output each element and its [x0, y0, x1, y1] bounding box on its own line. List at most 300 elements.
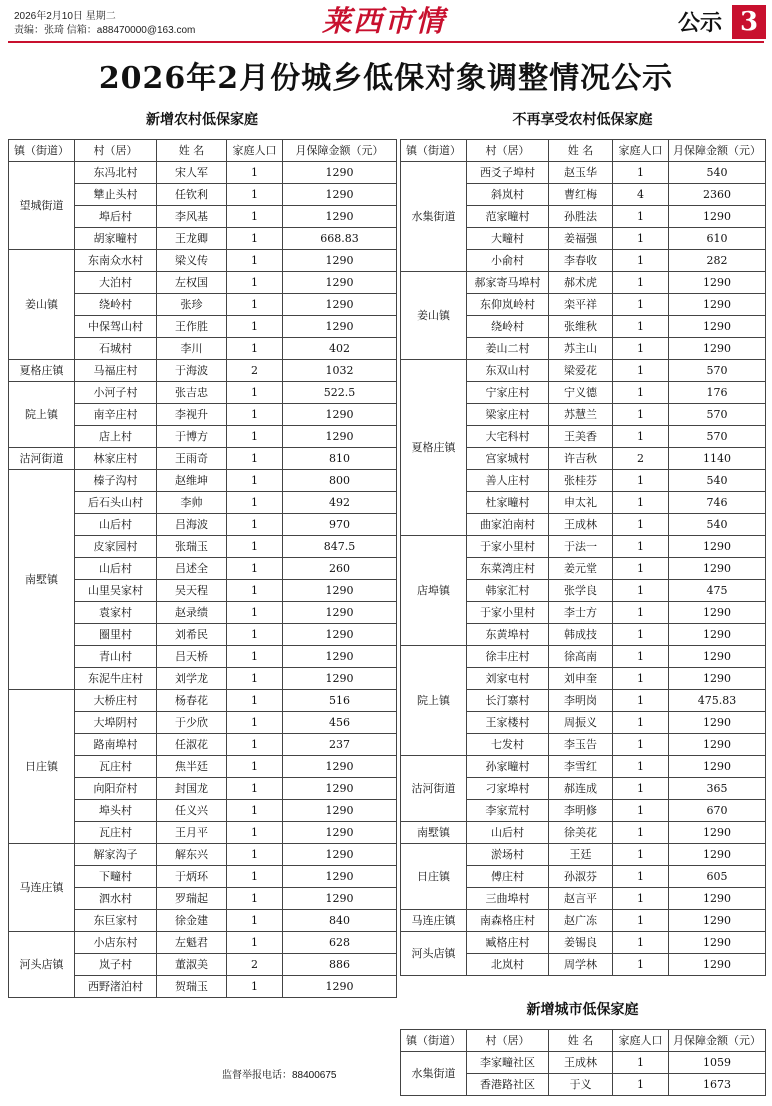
monthly-amount-cell: 540 [669, 162, 766, 184]
name-cell: 王廷 [549, 844, 613, 866]
name-cell: 姜福强 [549, 228, 613, 250]
village-cell: 南森格庄村 [467, 910, 549, 932]
village-cell: 东仰岚岭村 [467, 294, 549, 316]
monthly-amount-cell: 522.5 [283, 382, 397, 404]
household-size-cell: 1 [613, 756, 669, 778]
household-size-cell: 1 [227, 272, 283, 294]
table-header-row [401, 140, 766, 162]
household-size-cell: 1 [613, 954, 669, 976]
header-divider [8, 41, 764, 43]
town-header: 镇（街道） [9, 140, 75, 162]
name-cell: 徐美花 [549, 822, 613, 844]
household-size-cell: 1 [227, 228, 283, 250]
name-cell: 周学林 [549, 954, 613, 976]
name-cell: 封国龙 [157, 778, 227, 800]
household-size-cell: 1 [613, 932, 669, 954]
monthly-amount-cell: 1290 [669, 932, 766, 954]
name-cell: 张维秋 [549, 316, 613, 338]
table-row [9, 448, 397, 470]
monthly-amount-cell: 176 [669, 382, 766, 404]
name-cell: 于博方 [157, 426, 227, 448]
town-header: 镇（街道） [401, 140, 467, 162]
issue-date: 2026年2月10日 星期二 [14, 11, 116, 22]
household-size-cell: 1 [613, 866, 669, 888]
monthly-amount-cell: 1290 [283, 646, 397, 668]
name-cell: 于炳环 [157, 866, 227, 888]
table-row [9, 470, 397, 492]
monthly-amount-cell: 610 [669, 228, 766, 250]
monthly-amount-cell: 516 [283, 690, 397, 712]
name-cell: 苏主山 [549, 338, 613, 360]
village-cell: 榛子沟村 [75, 470, 157, 492]
new-urban-table [400, 1029, 766, 1096]
name-cell: 张桂芬 [549, 470, 613, 492]
village-cell: 曲家泊南村 [467, 514, 549, 536]
household-size-cell: 1 [613, 646, 669, 668]
monthly-amount-cell: 1290 [283, 778, 397, 800]
name-cell: 王成林 [549, 514, 613, 536]
village-cell: 绕岭村 [75, 294, 157, 316]
new-rural-table [8, 139, 397, 998]
household-size-cell: 1 [613, 536, 669, 558]
table-row [9, 360, 397, 382]
village-cell: 山里吴家村 [75, 580, 157, 602]
household-size-cell: 1 [613, 294, 669, 316]
village-cell: 石城村 [75, 338, 157, 360]
village-cell: 下疃村 [75, 866, 157, 888]
table-row [401, 822, 766, 844]
name-cell: 梁爱花 [549, 360, 613, 382]
name-cell: 王雨奇 [157, 448, 227, 470]
monthly-amount-cell: 570 [669, 426, 766, 448]
household-size-cell: 1 [227, 690, 283, 712]
name-cell: 许吉秋 [549, 448, 613, 470]
name-cell: 于义 [549, 1074, 613, 1096]
village-cell: 大泊村 [75, 272, 157, 294]
name-cell: 张吉忠 [157, 382, 227, 404]
village-cell: 路南埠村 [75, 734, 157, 756]
household-size-cell: 1 [227, 712, 283, 734]
monthly-amount-cell: 1290 [283, 844, 397, 866]
name-cell: 韩成技 [549, 624, 613, 646]
name-cell: 王月平 [157, 822, 227, 844]
monthly-amount-cell: 1290 [283, 316, 397, 338]
town-cell: 夏格庄镇 [9, 360, 75, 382]
household-size-cell: 1 [227, 800, 283, 822]
household-size-cell: 1 [613, 624, 669, 646]
subtitle-new-urban: 新增城市低保家庭 [526, 1002, 639, 1018]
household-size-cell: 1 [613, 800, 669, 822]
monthly-amount-header: 月保障金额（元） [669, 140, 766, 162]
monthly-amount-cell: 1290 [669, 734, 766, 756]
name-cell: 解东兴 [157, 844, 227, 866]
name-cell: 吕天桥 [157, 646, 227, 668]
header-info [14, 10, 195, 38]
monthly-amount-cell: 237 [283, 734, 397, 756]
village-cell: 东巨家村 [75, 910, 157, 932]
household-size-cell: 1 [613, 360, 669, 382]
name-cell: 李玉告 [549, 734, 613, 756]
monthly-amount-cell: 970 [283, 514, 397, 536]
household-size-cell: 1 [227, 624, 283, 646]
name-cell: 王美香 [549, 426, 613, 448]
name-cell: 郝连成 [549, 778, 613, 800]
household-size-cell: 1 [613, 228, 669, 250]
monthly-amount-cell: 1290 [283, 272, 397, 294]
monthly-amount-cell: 1290 [669, 536, 766, 558]
household-size-cell: 1 [613, 514, 669, 536]
name-cell: 刘学龙 [157, 668, 227, 690]
name-cell: 李风基 [157, 206, 227, 228]
name-cell: 左权国 [157, 272, 227, 294]
name-cell: 郝术虎 [549, 272, 613, 294]
town-cell: 院上镇 [401, 646, 467, 756]
monthly-amount-cell: 1290 [283, 866, 397, 888]
table-row [9, 162, 397, 184]
name-cell: 栾平祥 [549, 294, 613, 316]
household-size-cell: 1 [227, 866, 283, 888]
village-cell: 埠头村 [75, 800, 157, 822]
village-cell: 青山村 [75, 646, 157, 668]
town-cell: 马连庄镇 [401, 910, 467, 932]
town-cell: 南墅镇 [401, 822, 467, 844]
village-cell: 韩家汇村 [467, 580, 549, 602]
name-cell: 吴天程 [157, 580, 227, 602]
village-cell: 东冯北村 [75, 162, 157, 184]
household-size-cell: 1 [227, 250, 283, 272]
village-cell: 刘家屯村 [467, 668, 549, 690]
village-cell: 泗水村 [75, 888, 157, 910]
town-cell: 院上镇 [9, 382, 75, 448]
name-cell: 张瑞玉 [157, 536, 227, 558]
monthly-amount-cell: 1290 [283, 976, 397, 998]
village-cell: 西爻子埠村 [467, 162, 549, 184]
name-cell: 申太礼 [549, 492, 613, 514]
subtitle-removed-rural: 不再享受农村低保家庭 [512, 112, 653, 128]
household-size-cell: 1 [613, 492, 669, 514]
monthly-amount-cell: 1290 [669, 756, 766, 778]
village-cell: 七发村 [467, 734, 549, 756]
name-cell: 焦半廷 [157, 756, 227, 778]
table-row [401, 932, 766, 954]
monthly-amount-cell: 670 [669, 800, 766, 822]
monthly-amount-cell: 810 [283, 448, 397, 470]
village-cell: 埠后村 [75, 206, 157, 228]
household-size-cell: 2 [227, 954, 283, 976]
monthly-amount-cell: 365 [669, 778, 766, 800]
section-label: 公示 [678, 10, 723, 35]
name-cell: 赵维坤 [157, 470, 227, 492]
monthly-amount-cell: 1290 [283, 580, 397, 602]
household-size-cell: 2 [613, 448, 669, 470]
village-cell: 犨止头村 [75, 184, 157, 206]
monthly-amount-cell: 1290 [669, 206, 766, 228]
village-cell: 圈里村 [75, 624, 157, 646]
name-cell: 杨春花 [157, 690, 227, 712]
village-cell: 林家庄村 [75, 448, 157, 470]
monthly-amount-cell: 1290 [283, 624, 397, 646]
monthly-amount-cell: 1290 [669, 712, 766, 734]
name-cell: 吕海波 [157, 514, 227, 536]
household-size-cell: 1 [227, 602, 283, 624]
village-cell: 梁家庄村 [467, 404, 549, 426]
household-size-cell: 1 [613, 910, 669, 932]
name-cell: 张学良 [549, 580, 613, 602]
village-cell: 姜山二村 [467, 338, 549, 360]
household-size-cell: 1 [613, 1052, 669, 1074]
town-cell: 马连庄镇 [9, 844, 75, 932]
table-row [9, 382, 397, 404]
household-size-cell: 1 [227, 404, 283, 426]
monthly-amount-cell: 1290 [669, 558, 766, 580]
name-cell: 罗瑞起 [157, 888, 227, 910]
village-cell: 东泥牛庄村 [75, 668, 157, 690]
village-cell: 山后村 [75, 514, 157, 536]
village-header: 村（居） [467, 1030, 549, 1052]
name-header: 姓 名 [549, 1030, 613, 1052]
village-cell: 徐丰庄村 [467, 646, 549, 668]
household-size-cell: 1 [227, 184, 283, 206]
monthly-amount-cell: 1290 [669, 646, 766, 668]
village-cell: 皮家园村 [75, 536, 157, 558]
household-size-cell: 1 [613, 338, 669, 360]
household-size-cell: 1 [613, 888, 669, 910]
village-cell: 臧格庄村 [467, 932, 549, 954]
name-cell: 董淑美 [157, 954, 227, 976]
household-size-cell: 1 [227, 294, 283, 316]
household-size-cell: 1 [227, 316, 283, 338]
monthly-amount-cell: 1290 [669, 954, 766, 976]
household-size-cell: 1 [227, 492, 283, 514]
monthly-amount-cell: 402 [283, 338, 397, 360]
village-header: 村（居） [467, 140, 549, 162]
name-header: 姓 名 [549, 140, 613, 162]
monthly-amount-cell: 475 [669, 580, 766, 602]
household-size-cell: 1 [227, 910, 283, 932]
household-size-cell: 1 [227, 822, 283, 844]
village-cell: 东菜湾庄村 [467, 558, 549, 580]
monthly-amount-cell: 1059 [669, 1052, 766, 1074]
village-cell: 淤场村 [467, 844, 549, 866]
household-size-cell: 1 [227, 536, 283, 558]
village-cell: 大埠阴村 [75, 712, 157, 734]
village-cell: 小河子村 [75, 382, 157, 404]
household-size-cell: 1 [613, 712, 669, 734]
household-size-cell: 1 [613, 162, 669, 184]
table-row [401, 646, 766, 668]
subtitle-new-rural: 新增农村低保家庭 [146, 112, 258, 128]
household-size-cell: 1 [227, 844, 283, 866]
town-cell: 日庄镇 [9, 690, 75, 844]
monthly-amount-cell: 1290 [669, 316, 766, 338]
town-cell: 水集街道 [401, 1052, 467, 1096]
village-cell: 三曲埠村 [467, 888, 549, 910]
village-cell: 袁家村 [75, 602, 157, 624]
monthly-amount-cell: 1290 [669, 602, 766, 624]
household-size-cell: 1 [227, 162, 283, 184]
household-size-cell: 1 [613, 206, 669, 228]
monthly-amount-cell: 456 [283, 712, 397, 734]
household-size-cell: 4 [613, 184, 669, 206]
household-size-cell: 1 [227, 888, 283, 910]
monthly-amount-cell: 282 [669, 250, 766, 272]
village-cell: 杜家疃村 [467, 492, 549, 514]
table-row [401, 844, 766, 866]
household-size-cell: 2 [227, 360, 283, 382]
monthly-amount-cell: 1290 [669, 668, 766, 690]
monthly-amount-cell: 605 [669, 866, 766, 888]
household-size-cell: 1 [613, 822, 669, 844]
monthly-amount-cell: 492 [283, 492, 397, 514]
town-cell: 夏格庄镇 [401, 360, 467, 536]
table-row [401, 910, 766, 932]
household-size-cell: 1 [613, 778, 669, 800]
household-size-cell: 1 [227, 756, 283, 778]
household-size-cell: 1 [613, 844, 669, 866]
household-size-cell: 1 [613, 404, 669, 426]
village-cell: 于家小里村 [467, 536, 549, 558]
town-cell: 沽河街道 [9, 448, 75, 470]
village-cell: 东双山村 [467, 360, 549, 382]
monthly-amount-cell: 475.83 [669, 690, 766, 712]
village-cell: 孙家疃村 [467, 756, 549, 778]
town-cell: 河头店镇 [401, 932, 467, 976]
village-cell: 小店东村 [75, 932, 157, 954]
name-cell: 徐金建 [157, 910, 227, 932]
monthly-amount-header: 月保障金额（元） [669, 1030, 766, 1052]
monthly-amount-cell: 1290 [669, 910, 766, 932]
household-size-cell: 1 [227, 734, 283, 756]
table-row [401, 272, 766, 294]
name-cell: 任钦利 [157, 184, 227, 206]
village-cell: 山后村 [467, 822, 549, 844]
household-size-cell: 1 [613, 272, 669, 294]
monthly-amount-cell: 1290 [283, 294, 397, 316]
name-cell: 李川 [157, 338, 227, 360]
monthly-amount-cell: 668.83 [283, 228, 397, 250]
monthly-amount-cell: 1140 [669, 448, 766, 470]
village-cell: 南辛庄村 [75, 404, 157, 426]
name-cell: 李帅 [157, 492, 227, 514]
household-size-cell: 1 [227, 646, 283, 668]
name-cell: 赵录绩 [157, 602, 227, 624]
monthly-amount-cell: 1290 [283, 602, 397, 624]
household-size-cell: 1 [613, 470, 669, 492]
monthly-amount-cell: 1290 [283, 250, 397, 272]
name-cell: 吕述全 [157, 558, 227, 580]
village-cell: 解家沟子 [75, 844, 157, 866]
name-cell: 于少欣 [157, 712, 227, 734]
monthly-amount-cell: 1290 [283, 404, 397, 426]
village-cell: 瓦庄村 [75, 756, 157, 778]
household-size-cell: 1 [613, 690, 669, 712]
household-size-cell: 1 [227, 558, 283, 580]
name-cell: 任义兴 [157, 800, 227, 822]
name-cell: 左魁君 [157, 932, 227, 954]
name-cell: 李雪红 [549, 756, 613, 778]
village-cell: 宁家庄村 [467, 382, 549, 404]
name-cell: 于海波 [157, 360, 227, 382]
village-cell: 东南众水村 [75, 250, 157, 272]
monthly-amount-cell: 886 [283, 954, 397, 976]
household-size-cell: 1 [613, 250, 669, 272]
monthly-amount-cell: 1673 [669, 1074, 766, 1096]
name-cell: 刘希民 [157, 624, 227, 646]
newspaper-masthead: 莱西市情 [322, 4, 447, 38]
household-size-cell: 1 [613, 382, 669, 404]
name-cell: 李士方 [549, 602, 613, 624]
removed-rural-table [400, 139, 766, 976]
table-row [9, 250, 397, 272]
household-size-cell: 1 [227, 932, 283, 954]
name-cell: 赵广冻 [549, 910, 613, 932]
monthly-amount-cell: 1290 [283, 756, 397, 778]
name-cell: 孙淑芬 [549, 866, 613, 888]
name-cell: 李春收 [549, 250, 613, 272]
town-cell: 南墅镇 [9, 470, 75, 690]
village-header: 村（居） [75, 140, 157, 162]
monthly-amount-cell: 1290 [669, 844, 766, 866]
name-cell: 孙胜法 [549, 206, 613, 228]
editor-contact: 责编：张琦 信箱：a88470000@163.com [14, 25, 196, 36]
name-cell: 李明岗 [549, 690, 613, 712]
table-row [9, 844, 397, 866]
name-cell: 宁义德 [549, 382, 613, 404]
household-size-cell: 1 [613, 602, 669, 624]
monthly-amount-cell: 1290 [283, 800, 397, 822]
village-cell: 胡家疃村 [75, 228, 157, 250]
monthly-amount-cell: 1290 [669, 338, 766, 360]
village-cell: 范家疃村 [467, 206, 549, 228]
monthly-amount-cell: 1290 [283, 888, 397, 910]
village-cell: 王家楼村 [467, 712, 549, 734]
monthly-amount-cell: 1290 [283, 668, 397, 690]
village-cell: 斜岚村 [467, 184, 549, 206]
household-size-header: 家庭人口 [227, 140, 283, 162]
village-cell: 善人庄村 [467, 470, 549, 492]
name-cell: 徐高南 [549, 646, 613, 668]
village-cell: 北岚村 [467, 954, 549, 976]
report-hotline: 监督举报电话：88400675 [222, 1070, 337, 1081]
name-cell: 赵玉华 [549, 162, 613, 184]
village-cell: 小俞村 [467, 250, 549, 272]
town-cell: 沽河街道 [401, 756, 467, 822]
monthly-amount-cell: 628 [283, 932, 397, 954]
name-cell: 宋人军 [157, 162, 227, 184]
town-cell: 河头店镇 [9, 932, 75, 998]
name-cell: 贺瑞玉 [157, 976, 227, 998]
town-cell: 姜山镇 [9, 250, 75, 360]
household-size-cell: 1 [613, 426, 669, 448]
monthly-amount-cell: 1290 [669, 822, 766, 844]
town-cell: 水集街道 [401, 162, 467, 272]
name-header: 姓 名 [157, 140, 227, 162]
village-cell: 于家小里村 [467, 602, 549, 624]
monthly-amount-cell: 2360 [669, 184, 766, 206]
name-cell: 刘申奎 [549, 668, 613, 690]
household-size-cell: 1 [227, 668, 283, 690]
table-header-row [9, 140, 397, 162]
monthly-amount-cell: 1032 [283, 360, 397, 382]
household-size-cell: 1 [613, 316, 669, 338]
name-cell: 王成林 [549, 1052, 613, 1074]
monthly-amount-cell: 1290 [283, 822, 397, 844]
household-size-cell: 1 [613, 1074, 669, 1096]
name-cell: 梁义传 [157, 250, 227, 272]
household-size-cell: 1 [227, 206, 283, 228]
town-header: 镇（街道） [401, 1030, 467, 1052]
household-size-cell: 1 [227, 470, 283, 492]
